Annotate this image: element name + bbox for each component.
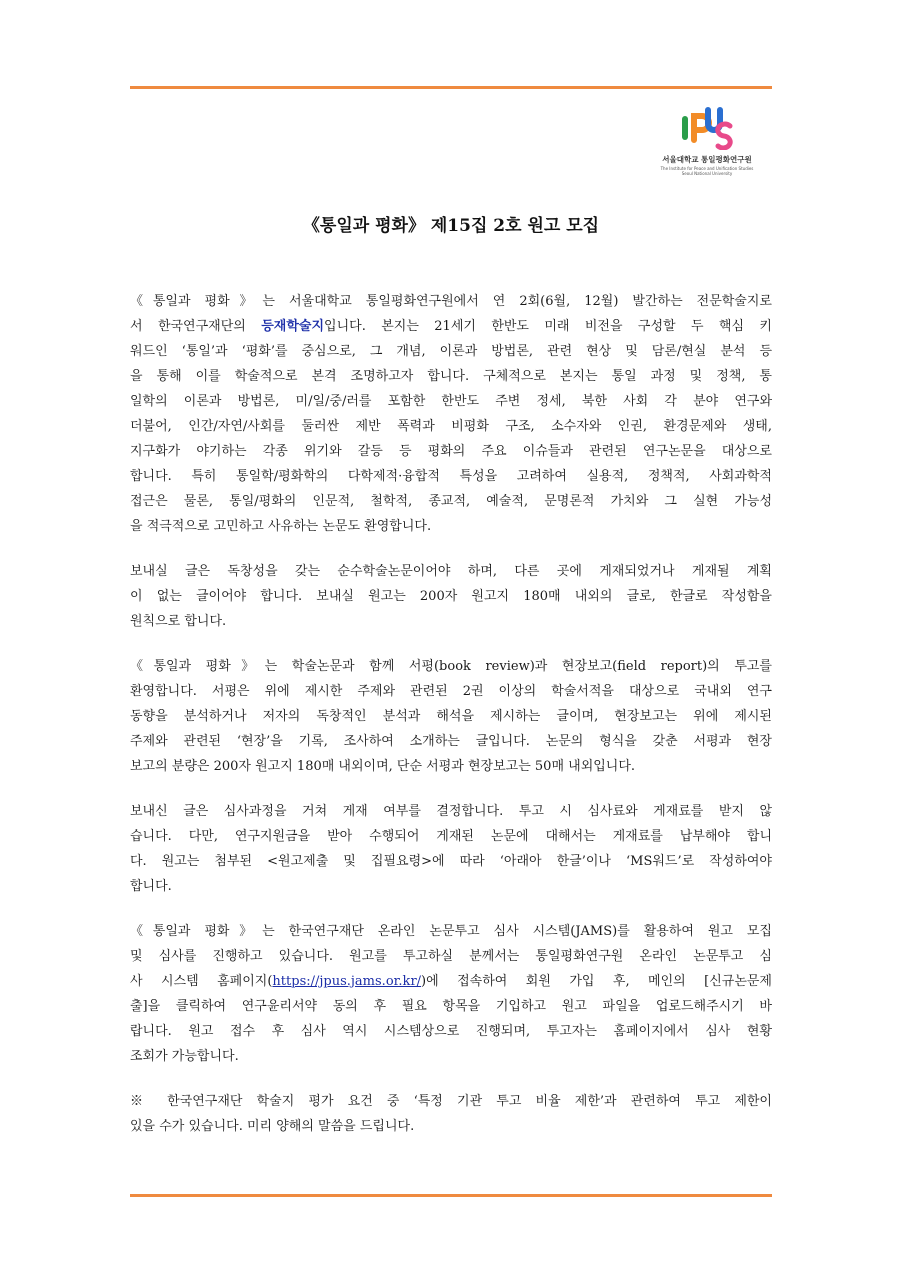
text-line: 《통일과 평화》는 한국연구재단 온라인 논문투고 심사 시스템(JAMS)를 활용하여 원고 모집 <box>130 924 772 939</box>
text-line: 랍니다. 원고 접수 후 심사 역시 시스템상으로 진행되며, 투고자는 홈페이지에서 심사 현황 <box>130 1024 772 1039</box>
text-line: 워드인 ‘통일’과 ‘평화’를 중심으로, 그 개념, 이론과 방법론, 관련 현상 및 담론/현실 분석 등 <box>130 344 772 359</box>
text-line: 《통일과 평화》는 학술논문과 함께 서평(book review)과 현장보고(field report)의 투고를 <box>130 659 772 674</box>
text-segment: 입니다. 본지는 21세기 한반도 미래 비전을 구성할 두 핵심 키 <box>324 319 772 334</box>
document-body <box>130 289 772 1159</box>
text-line: ※ 한국연구재단 학술지 평가 요건 중 ‘특정 기관 투고 비율 제한’과 관련하여 투고 제한이 <box>130 1094 772 1109</box>
header-rule <box>130 86 772 89</box>
text-line: 있을 수가 있습니다. 미리 양해의 말씀을 드립니다. <box>130 1119 415 1134</box>
text-line: 접근은 물론, 통일/평화의 인문적, 철학적, 종교적, 예술적, 문명론적 가치와 그 실현 가능성 <box>130 494 772 509</box>
text-line: 동향을 분석하거나 저자의 독창적인 분석과 해석을 제시하는 글이며, 현장보고는 위에 제시된 <box>130 709 772 724</box>
text-line: 《통일과 평화》는 서울대학교 통일평화연구원에서 연 2회(6월, 12월) 발간하는 전문학술지로 <box>130 294 772 309</box>
text-line: 보고의 분량은 200자 원고지 180매 내외이며, 단순 서평과 현장보고는 50매 내외입니다. <box>130 759 636 774</box>
text-line: 습니다. 다만, 연구지원금을 받아 수행되어 게재된 논문에 대해서는 게재료를 납부해야 합니 <box>130 829 773 844</box>
text-segment: 서 한국연구재단의 <box>130 319 262 334</box>
accredited-journal-highlight: 등재학술지 <box>261 319 325 334</box>
text-line <box>130 969 772 994</box>
institute-logo <box>642 104 772 184</box>
document-title: 《통일과 평화》 제15집 2호 원고 모집 <box>302 216 600 236</box>
text-line: 더불어, 인간/자연/사회를 둘러싼 제반 폭력과 비평화 구조, 소수자와 인권, 환경문제와 생태, <box>130 419 772 434</box>
text-line: 및 심사를 진행하고 있습니다. 원고를 투고하실 분께서는 통일평화연구원 온라인 논문투고 심 <box>130 949 772 964</box>
institute-name-korean: 서울대학교 통일평화연구원 <box>662 155 752 164</box>
notice-paragraph <box>130 1089 772 1139</box>
university-name-english: Seoul National University <box>681 171 733 176</box>
text-line: 출]을 클릭하여 연구윤리서약 동의 후 필요 항목을 기입하고 원고 파일을 업로드해주시기 바 <box>130 999 772 1014</box>
text-line: 지구화가 야기하는 각종 위기와 갈등 등 평화의 주요 이슈들과 관련된 연구논문을 대상으로 <box>130 444 772 459</box>
text-line: 합니다. 특히 통일학/평화학의 다학제적·융합적 특성을 고려하여 실용적, 정책적, 사회과학적 <box>130 469 772 484</box>
text-line: 합니다. <box>130 879 172 894</box>
text-segment: 사 시스템 홈페이지( <box>130 974 273 989</box>
text-line: 주제와 관련된 ‘현장’을 기록, 조사하여 소개하는 글입니다. 논문의 형식을 갖춘 서평과 현장 <box>130 734 772 749</box>
text-line: 보내신 글은 심사과정을 거쳐 게재 여부를 결정합니다. 투고 시 심사료와 게재료를 받지 않 <box>130 804 772 819</box>
text-line: 을 적극적으로 고민하고 사유하는 논문도 환영합니다. <box>130 519 432 534</box>
footer-rule <box>130 1194 772 1197</box>
jams-homepage-link[interactable]: https://jpus.jams.or.kr/ <box>272 974 422 989</box>
text-line: 이 없는 글이어야 합니다. 보내실 원고는 200자 원고지 180매 내외의 글로, 한글로 작성함을 <box>130 589 772 604</box>
text-line: 일학의 이론과 방법론, 미/일/중/러를 포함한 한반도 주변 정세, 북한 사회 각 분야 연구와 <box>130 394 772 409</box>
paragraph-1 <box>130 289 772 539</box>
text-line: 원칙으로 합니다. <box>130 614 227 629</box>
text-line: 다. 원고는 첨부된 <원고제출 및 집필요령>에 따라 ‘아래아 한글’이나 ‘MS워드’로 작성하여야 <box>130 854 772 869</box>
text-line: 환영합니다. 서평은 위에 제시한 주제와 관련된 2권 이상의 학술서적을 대상으로 국내외 연구 <box>130 684 772 699</box>
text-segment: )에 접속하여 회원 가입 후, 메인의 [신규논문제 <box>421 974 772 989</box>
text-line: 조회가 가능합니다. <box>130 1049 239 1064</box>
text-line: 을 통해 이를 학술적으로 본격 조명하고자 합니다. 구체적으로 본지는 통일 과정 및 정책, 통 <box>130 369 772 384</box>
text-line <box>130 314 772 339</box>
paragraph-5 <box>130 919 772 1069</box>
paragraph-4 <box>130 799 772 899</box>
paragraph-3 <box>130 654 772 779</box>
paragraph-2 <box>130 559 772 634</box>
text-line: 보내실 글은 독창성을 갖는 순수학술논문이어야 하며, 다른 곳에 게재되었거나 게재될 계획 <box>130 564 772 579</box>
institute-name-english: The Institute for Peace and Unification Studies <box>660 166 754 171</box>
ipus-logo-icon <box>680 104 734 150</box>
